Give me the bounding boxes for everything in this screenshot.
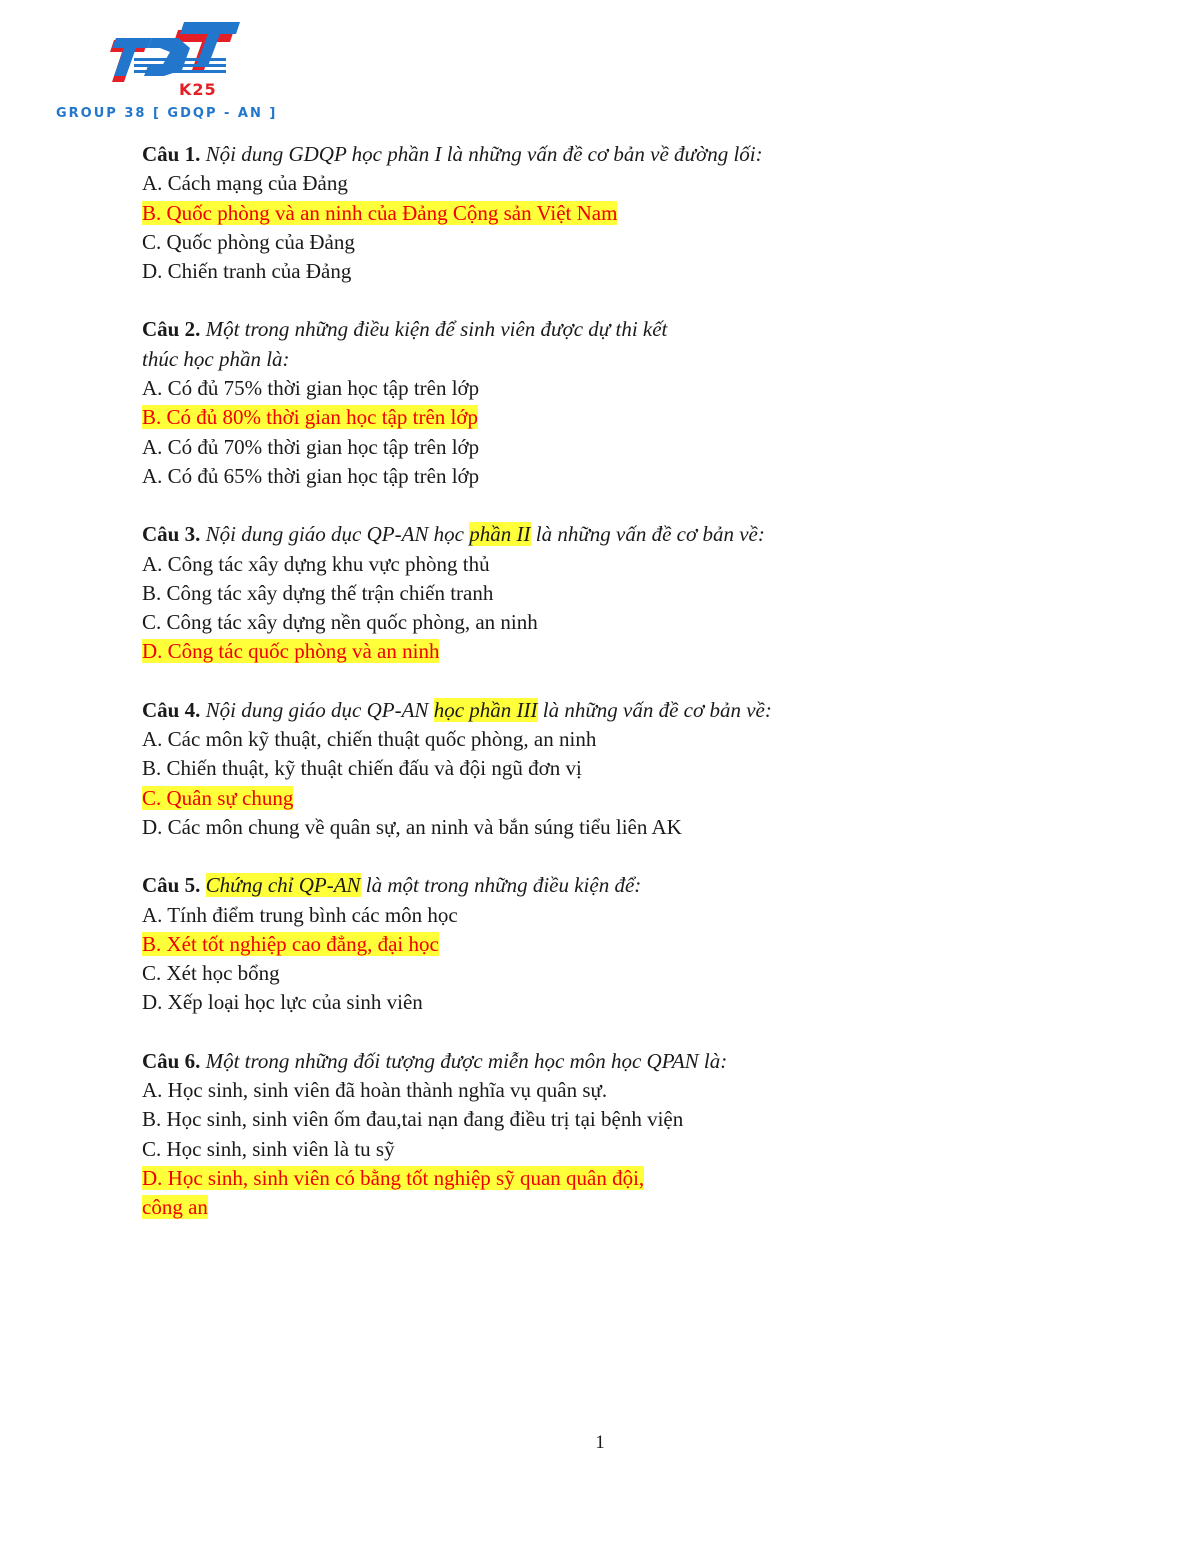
highlighted-term: Chứng chỉ QP-AN <box>205 873 361 898</box>
question-number: Câu 4. <box>142 697 201 722</box>
question-heading <box>142 315 902 344</box>
option-d-correct <box>142 1164 902 1193</box>
option-c: C. Xét học bổng <box>142 961 280 986</box>
correct-answer: B. Xét tốt nghiệp cao đẳng, đại học <box>142 931 439 956</box>
option-b: B. Chiến thuật, kỹ thuật chiến đấu và đội ngũ đơn vị <box>142 756 582 781</box>
group-label: GROUP 38 [ GDQP - AN ] <box>56 106 278 121</box>
question-2 <box>142 315 902 491</box>
question-3 <box>142 520 902 666</box>
option-d: A. Có đủ 65% thời gian học tập trên lớp <box>142 463 480 488</box>
option-d-correct <box>142 637 902 666</box>
option-d-correct-continued <box>142 1193 902 1222</box>
question-heading <box>142 1047 902 1076</box>
question-text: Nội dung giáo dục QP-AN học phần II là những vấn đề cơ bản về: <box>205 522 765 547</box>
option-b-correct <box>142 403 902 432</box>
question-number: Câu 2. <box>142 317 201 342</box>
question-6 <box>142 1047 902 1223</box>
question-text: Nội dung giáo dục QP-AN học phần III là những vấn đề cơ bản về: <box>205 697 772 722</box>
highlighted-term: học phần III <box>433 697 538 722</box>
question-5 <box>142 871 902 1017</box>
option-a: A. Các môn kỹ thuật, chiến thuật quốc phòng, an ninh <box>142 727 597 752</box>
question-text: Chứng chỉ QP-AN là một trong những điều kiện để: <box>205 873 642 898</box>
correct-answer: B. Quốc phòng và an ninh của Đảng Cộng sản Việt Nam <box>142 200 618 225</box>
option-b-correct <box>142 199 902 228</box>
option-a: A. Cách mạng của Đảng <box>142 171 348 196</box>
question-number: Câu 3. <box>142 522 201 547</box>
option-c: C. Học sinh, sinh viên là tu sỹ <box>142 1136 395 1161</box>
question-text: Một trong những đối tượng được miễn học môn học QPAN là: <box>205 1048 728 1073</box>
option-c: A. Có đủ 70% thời gian học tập trên lớp <box>142 434 480 459</box>
page-number: 1 <box>595 1432 605 1453</box>
question-text-continued: thúc học phần là: <box>142 346 290 371</box>
option-d: D. Chiến tranh của Đảng <box>142 259 352 284</box>
option-c: C. Quốc phòng của Đảng <box>142 229 355 254</box>
option-a: A. Công tác xây dựng khu vực phòng thủ <box>142 551 490 576</box>
question-4 <box>142 696 902 842</box>
question-list <box>142 140 902 1252</box>
correct-answer: D. Công tác quốc phòng và an ninh <box>142 639 440 664</box>
class-badge: K25 <box>179 80 217 99</box>
question-heading <box>142 696 902 725</box>
option-c: C. Công tác xây dựng nền quốc phòng, an ninh <box>142 610 538 635</box>
question-text: Nội dung GDQP học phần I là những vấn đề cơ bản về đường lối: <box>205 142 763 166</box>
option-b-correct <box>142 930 902 959</box>
question-number: Câu 6. <box>142 1048 201 1073</box>
option-d: D. Xếp loại học lực của sinh viên <box>142 990 423 1015</box>
question-number: Câu 1. <box>142 142 201 166</box>
correct-answer: D. Học sinh, sinh viên có bằng tốt nghiệp sỹ quan quân đội, <box>142 1165 645 1190</box>
option-b: B. Học sinh, sinh viên ốm đau,tai nạn đang điều trị tại bệnh viện <box>142 1107 684 1132</box>
question-number: Câu 5. <box>142 873 201 898</box>
option-a: A. Tính điểm trung bình các môn học <box>142 902 458 927</box>
correct-answer: C. Quân sự chung <box>142 785 294 810</box>
option-c-correct <box>142 784 902 813</box>
option-b: B. Công tác xây dựng thế trận chiến tranh <box>142 580 494 605</box>
correct-answer: B. Có đủ 80% thời gian học tập trên lớp <box>142 405 478 430</box>
option-a: A. Có đủ 75% thời gian học tập trên lớp <box>142 376 480 401</box>
question-heading <box>142 520 902 549</box>
correct-answer: công an <box>142 1195 208 1220</box>
question-text: Một trong những điều kiện để sinh viên được dự thi kết <box>205 317 668 342</box>
highlighted-term: phần II <box>469 522 531 547</box>
question-heading <box>142 871 902 900</box>
question-1 <box>142 140 902 286</box>
option-d: D. Các môn chung về quân sự, an ninh và bắn súng tiểu liên AK <box>142 814 682 839</box>
question-heading <box>142 140 902 169</box>
option-a: A. Học sinh, sinh viên đã hoàn thành nghĩa vụ quân sự. <box>142 1078 608 1103</box>
